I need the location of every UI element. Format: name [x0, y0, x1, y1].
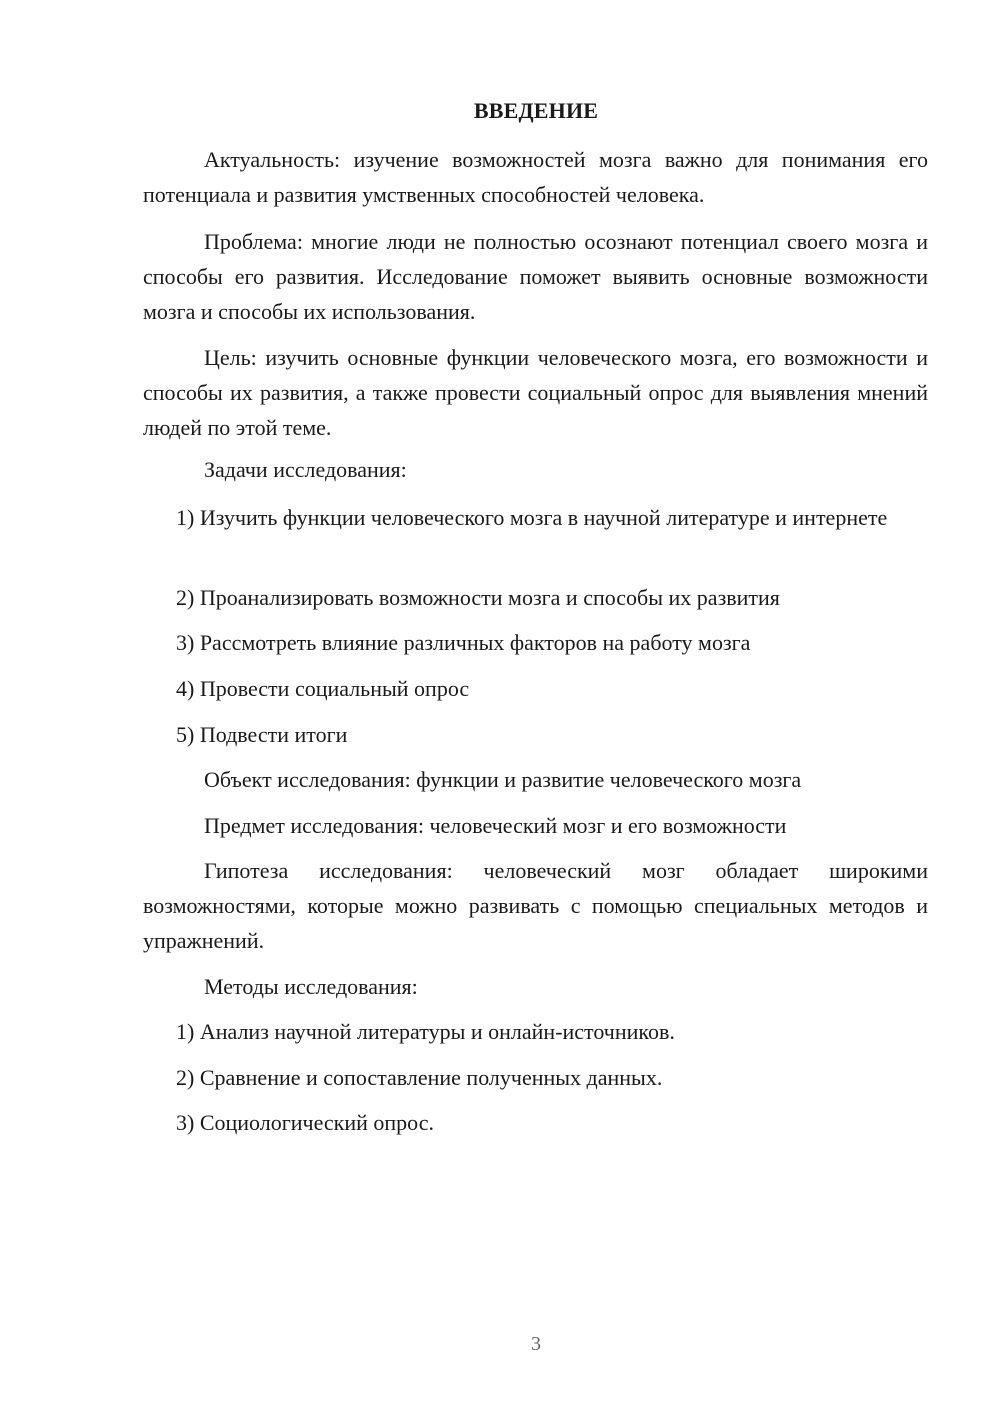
task-item-1: 1) Изучить функции человеческого мозга в научной литературе и интернете	[176, 505, 888, 530]
method-item-3: 3) Социологический опрос.	[176, 1110, 434, 1135]
tasks-heading: Задачи исследования:	[204, 457, 407, 482]
research-subject: Предмет исследования: человеческий мозг и его возможности	[204, 813, 787, 838]
paragraph-relevance: Актуальность: изучение возможностей мозга важно для понимания его потенциала и развития умственных способностей человека.	[143, 147, 928, 207]
paragraph-goal: Цель: изучить основные функции человеческого мозга, его возможности и способы их развития, а также провести социальный опрос для выявления мнений людей по этой теме.	[143, 345, 928, 440]
page-title: ВВЕДЕНИЕ	[473, 98, 599, 123]
methods-heading: Методы исследования:	[204, 974, 418, 999]
paragraph-hypothesis: Гипотеза исследования: человеческий мозг обладает широкими возможностями, которые можно развивать с помощью специальных методов и упражнений.	[143, 858, 928, 953]
method-item-2: 2) Сравнение и сопоставление полученных данных.	[176, 1065, 663, 1090]
paragraph-problem: Проблема: многие люди не полностью осознают потенциал своего мозга и способы его развития. Исследование поможет выявить основные возможности мозга и способы их использования.	[143, 229, 928, 324]
task-item-3: 3) Рассмотреть влияние различных факторов на работу мозга	[176, 630, 751, 655]
task-item-2: 2) Проанализировать возможности мозга и способы их развития	[176, 585, 780, 610]
task-item-4: 4) Провести социальный опрос	[176, 676, 470, 701]
page-number: 3	[531, 1333, 541, 1355]
research-object: Объект исследования: функции и развитие человеческого мозга	[204, 767, 802, 792]
method-item-1: 1) Анализ научной литературы и онлайн-источников.	[176, 1019, 675, 1044]
task-item-5: 5) Подвести итоги	[176, 722, 348, 747]
